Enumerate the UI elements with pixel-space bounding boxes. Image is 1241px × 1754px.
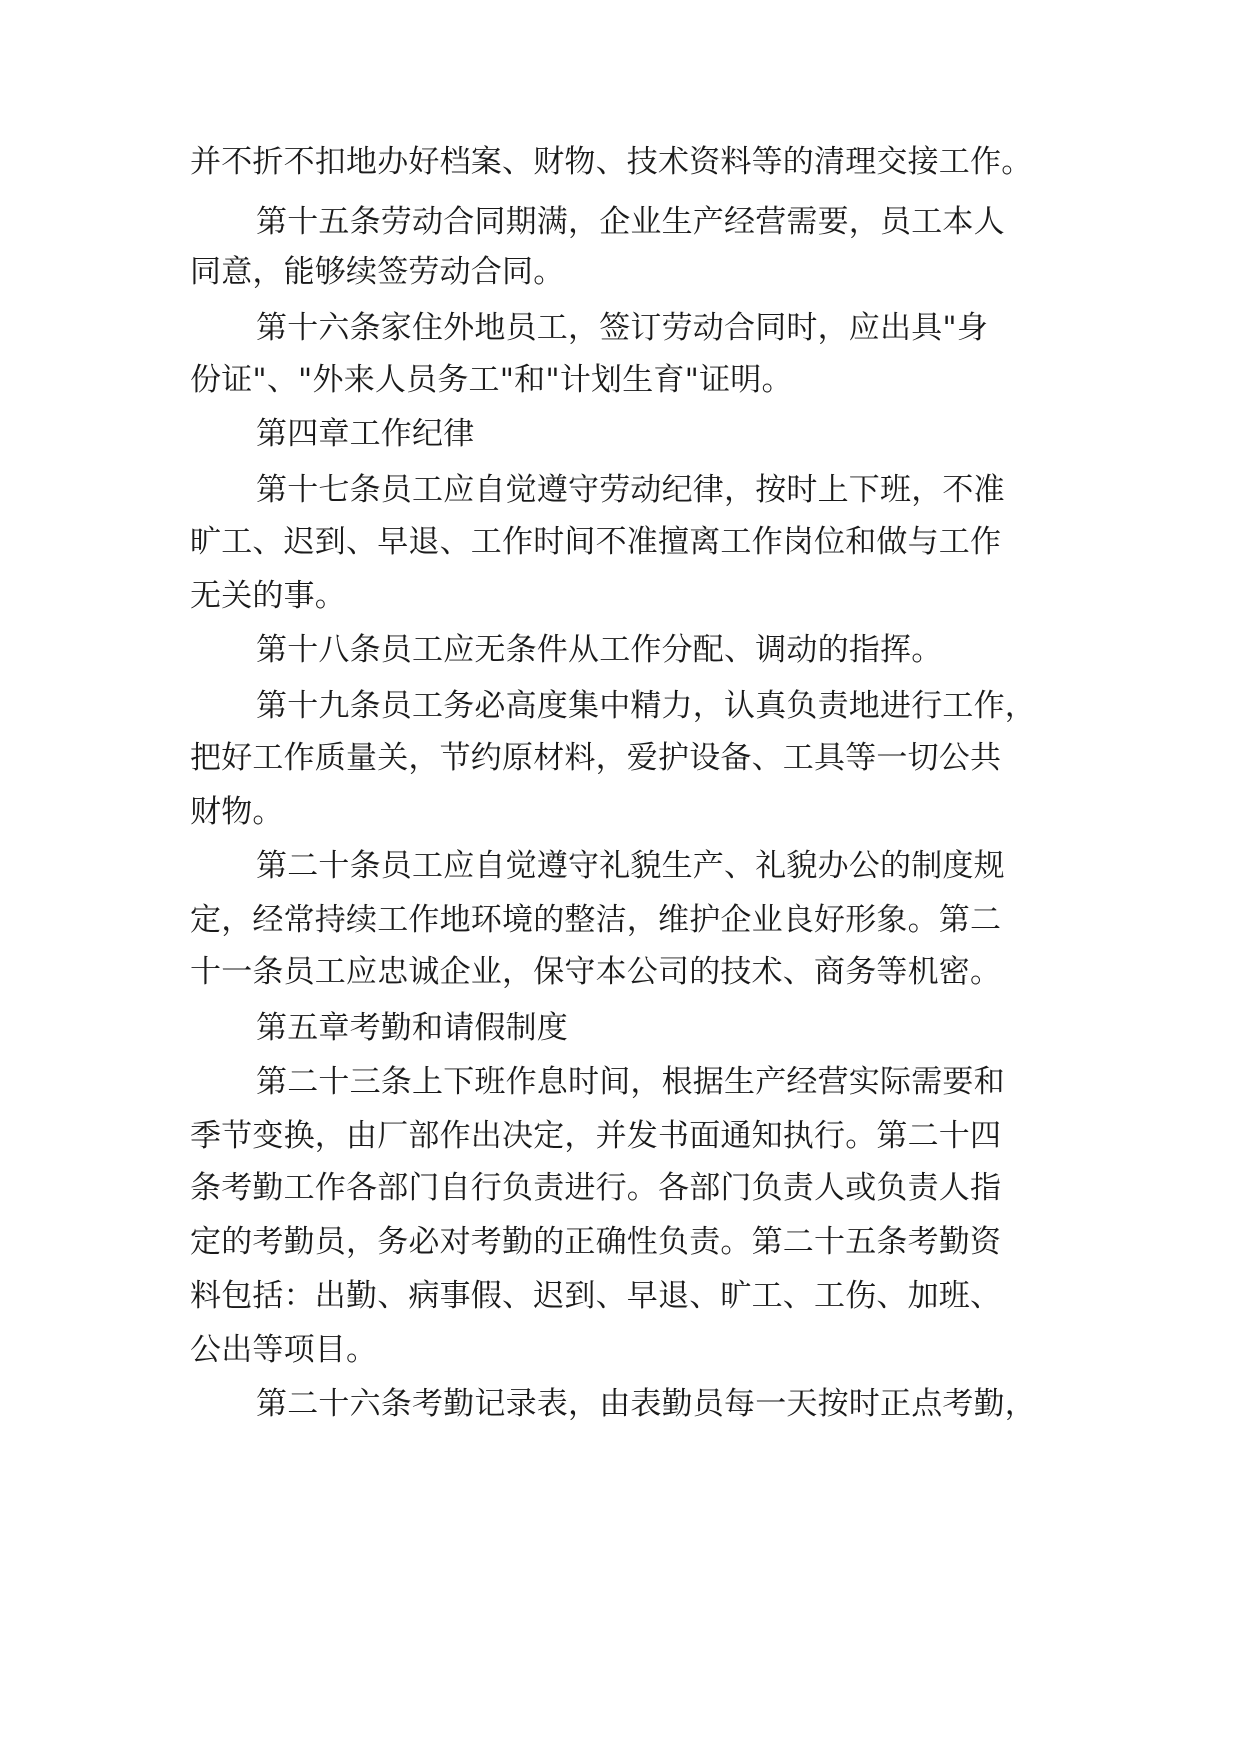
- text-line: 并不折不扣地办好档案、财物、技术资料等的清理交接工作。: [190, 144, 1033, 180]
- text-line: 份证"、"外来人员务工"和"计划生育"证明。: [190, 362, 793, 398]
- text-line: 第二十六条考勤记录表，由表勤员每一天按时正点考勤，: [256, 1386, 1036, 1422]
- text-line: 定的考勤员，务必对考勤的正确性负责。第二十五条考勤资: [190, 1224, 1002, 1260]
- text-line: 第十八条员工应无条件从工作分配、调动的指挥。: [256, 632, 943, 668]
- text-line: 把好工作质量关，节约原材料，爱护设备、工具等一切公共: [190, 740, 1002, 776]
- text-line: 十一条员工应忠诚企业，保守本公司的技术、商务等机密。: [190, 954, 1002, 990]
- text-line: 第十五条劳动合同期满，企业生产经营需要，员工本人: [256, 204, 1005, 240]
- text-line: 季节变换，由厂部作出决定，并发书面通知执行。第二十四: [190, 1118, 1002, 1154]
- section-heading: 第五章考勤和请假制度: [256, 1010, 568, 1046]
- text-line: 公出等项目。: [190, 1332, 378, 1368]
- text-line: 同意，能够续签劳动合同。: [190, 254, 565, 290]
- text-line: 定，经常持续工作地环境的整洁，维护企业良好形象。第二: [190, 902, 1002, 938]
- text-line: 料包括：出勤、病事假、迟到、早退、旷工、工伤、加班、: [190, 1278, 1002, 1314]
- text-line: 第十九条员工务必高度集中精力，认真负责地进行工作，: [256, 688, 1036, 724]
- text-line: 条考勤工作各部门自行负责进行。各部门负责人或负责人指: [190, 1170, 1002, 1206]
- text-line: 第二十三条上下班作息时间，根据生产经营实际需要和: [256, 1064, 1005, 1100]
- text-line: 旷工、迟到、早退、工作时间不准擅离工作岗位和做与工作: [190, 524, 1002, 560]
- text-line: 第二十条员工应自觉遵守礼貌生产、礼貌办公的制度规: [256, 848, 1005, 884]
- section-heading: 第四章工作纪律: [256, 416, 475, 452]
- text-line: 无关的事。: [190, 578, 346, 614]
- text-line: 第十六条家住外地员工，签订劳动合同时，应出具"身: [256, 310, 989, 346]
- text-line: 第十七条员工应自觉遵守劳动纪律，按时上下班，不准: [256, 472, 1005, 508]
- text-line: 财物。: [190, 794, 284, 830]
